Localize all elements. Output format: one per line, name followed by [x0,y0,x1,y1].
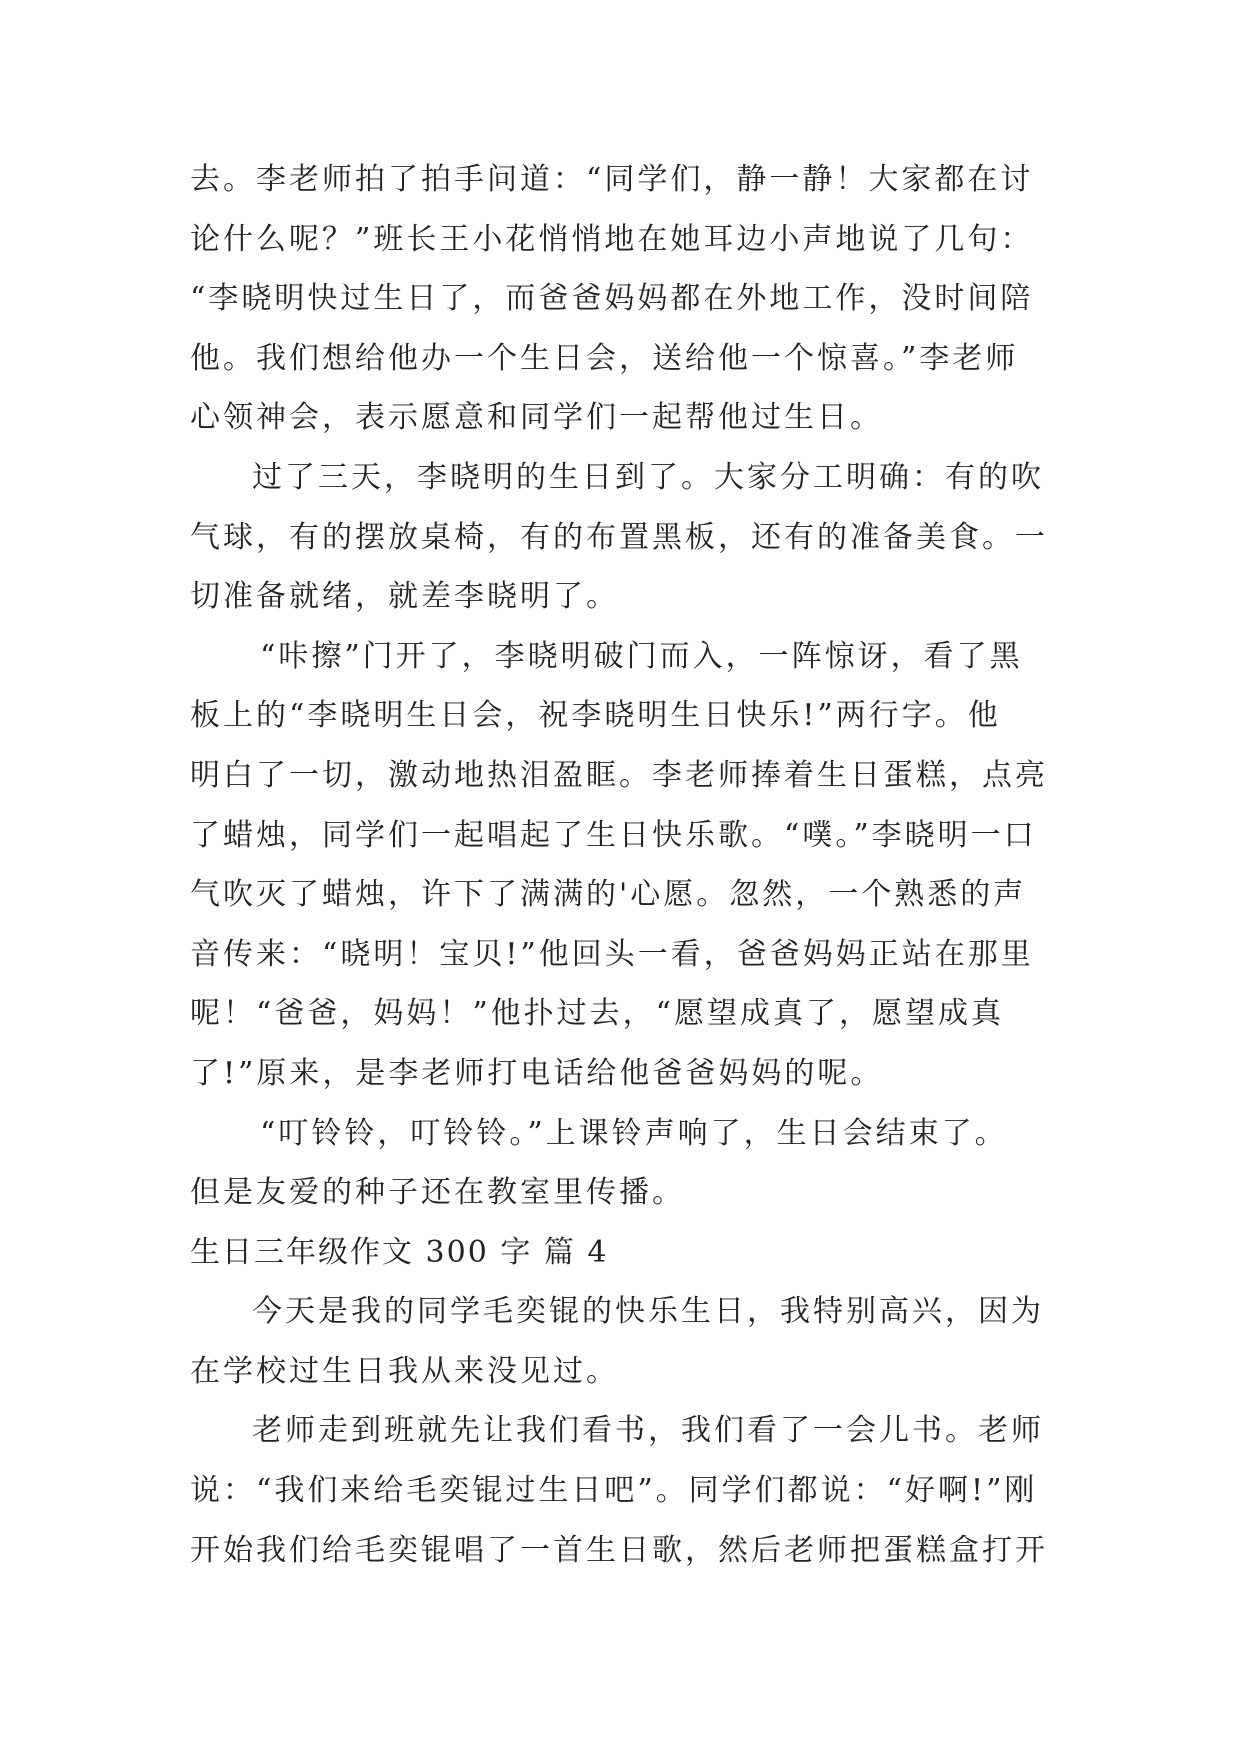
paragraph-first-line: 过了三天，李晓明的生日到了。大家分工明确：有的吹 [252,459,1044,495]
text-line: 心领神会，表示愿意和同学们一起帮他过生日。 [190,400,883,436]
text-line: 在学校过生日我从来没见过。 [190,1353,619,1389]
text-line: 切准备就绪，就差李晓明了。 [190,579,619,615]
document-body [190,150,1060,1580]
text-line: 但是友爱的种子还在教室里传播。 [190,1175,685,1211]
text-line: “李晓明快过生日了，而爸爸妈妈都在外地工作，没时间陪 [190,281,1034,317]
paragraph-first-line: “叮铃铃，叮铃铃。”上课铃声响了，生日会结束了。 [260,1115,1008,1151]
paragraph-first-line: “咔擦”门开了，李晓明破门而入，一阵惊讶，看了黑 [260,638,1023,674]
text-line: 开始我们给毛奕锟唱了一首生日歌，然后老师把蛋糕盒打开 [190,1532,1048,1568]
text-line: 气吹灭了蜡烛，许下了满满的'心愿。忽然，一个熟悉的声 [190,877,1027,913]
section-heading: 生日三年级作文 300 字 篇 4 [190,1234,609,1270]
text-line: 论什么呢？”班长王小花悄悄地在她耳边小声地说了几句： [190,221,1034,257]
text-line: 板上的“李晓明生日会，祝李晓明生日快乐!”两行字。他 [190,698,1001,734]
text-line: 气球，有的摆放桌椅，有的布置黑板，还有的准备美食。一 [190,519,1048,555]
text-line: 明白了一切，激动地热泪盈眶。李老师捧着生日蛋糕，点亮 [190,757,1048,793]
text-line: 去。李老师拍了拍手问道：“同学们，静一静！大家都在讨 [190,162,1034,197]
text-line: 说：“我们来给毛奕锟过生日吧”。同学们都说：“好啊!”刚 [190,1473,1038,1509]
paragraph-first-line: 老师走到班就先让我们看书，我们看了一会儿书。老师 [252,1413,1044,1449]
text-line: 音传来：“晓明！宝贝!”他回头一看，爸爸妈妈正站在那里 [190,936,1034,972]
paragraph-first-line: 今天是我的同学毛奕锟的快乐生日，我特别高兴，因为 [252,1294,1044,1330]
text-line: 了!”原来，是李老师打电话给他爸爸妈妈的呢。 [190,1055,884,1091]
text-line: 呢！“爸爸，妈妈！”他扑过去，“愿望成真了，愿望成真 [190,996,1005,1032]
text-line: 了蜡烛，同学们一起唱起了生日快乐歌。“噗。”李晓明一口 [190,817,1037,853]
text-line: 他。我们想给他办一个生日会，送给他一个惊喜。”李老师 [190,340,1019,376]
